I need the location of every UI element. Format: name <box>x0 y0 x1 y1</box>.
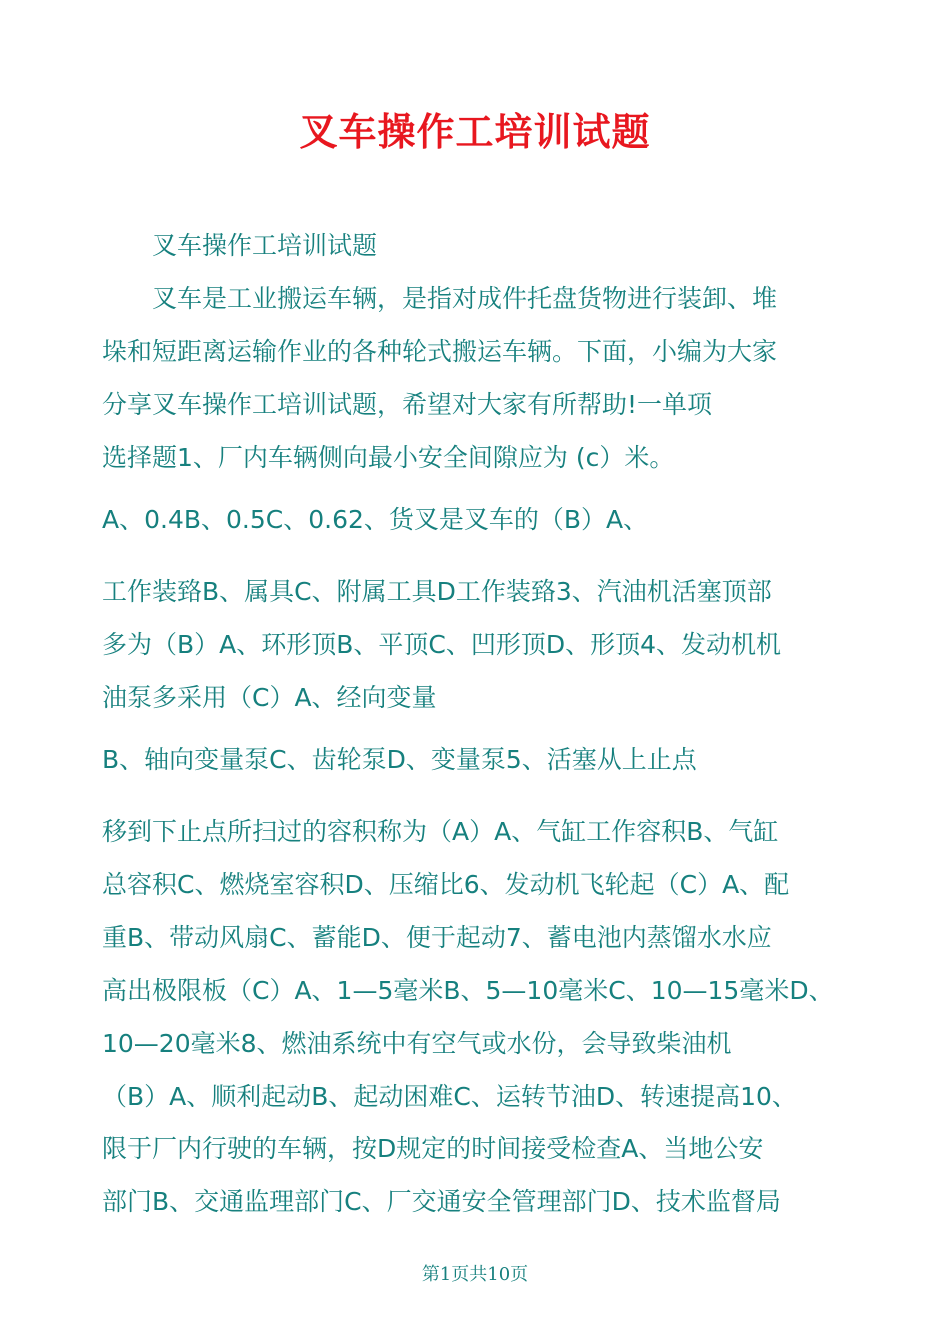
body-line: 选择题1、厂内车辆侧向最小安全间隙应为 (c）米。 <box>102 443 675 472</box>
body-line: （B）A、顺利起动B、起动困难C、运转节油D、转速提高10、 <box>102 1082 797 1111</box>
body-line: 限于厂内行驶的车辆，按D规定的时间接受检查A、当地公安 <box>102 1134 764 1163</box>
body-line: 垛和短距离运输作业的各种轮式搬运车辆。下面，小编为大家 <box>102 337 778 366</box>
body-line: 重B、带动风扇C、蓄能D、便于起动7、蓄电池内蒸馏水水应 <box>102 923 772 952</box>
body-line: 叉车是工业搬运车辆，是指对成件托盘货物进行装卸、堆 <box>152 284 778 313</box>
body-line: 总容积C、燃烧室容积D、压缩比6、发动机飞轮起（C）A、配 <box>102 870 790 899</box>
body-line: 移到下止点所扫过的容积称为（A）A、气缸工作容积B、气缸 <box>102 817 779 846</box>
body-line: 工作装臵B、属具C、附属工具D工作装臵3、汽油机活塞顶部 <box>102 577 772 606</box>
body-line: 部门B、交通监理部门C、厂交通安全管理部门D、技术监督局 <box>102 1187 781 1216</box>
body-line: A、0.4B、0.5C、0.62、货叉是叉车的（B）A、 <box>102 505 649 534</box>
body-line: B、轴向变量泵C、齿轮泵D、变量泵5、活塞从上止点 <box>102 745 697 774</box>
body-line-subtitle: 叉车操作工培训试题 <box>152 231 378 260</box>
body-line: 油泵多采用（C）A、经向变量 <box>102 683 437 712</box>
body-line: 分享叉车操作工培训试题，希望对大家有所帮助!一单项 <box>102 390 713 419</box>
page-number-footer: 第1页共10页 <box>421 1264 529 1285</box>
body-line: 10—20毫米8、燃油系统中有空气或水份，会导致柴油机 <box>102 1029 732 1058</box>
document-title: 叉车操作工培训试题 <box>299 109 651 154</box>
body-line: 高出极限板（C）A、1—5毫米B、5—10毫米C、10—15毫米D、 <box>102 976 834 1005</box>
body-line: 多为（B）A、环形顶B、平顶C、凹形顶D、形顶4、发动机机 <box>102 630 782 659</box>
